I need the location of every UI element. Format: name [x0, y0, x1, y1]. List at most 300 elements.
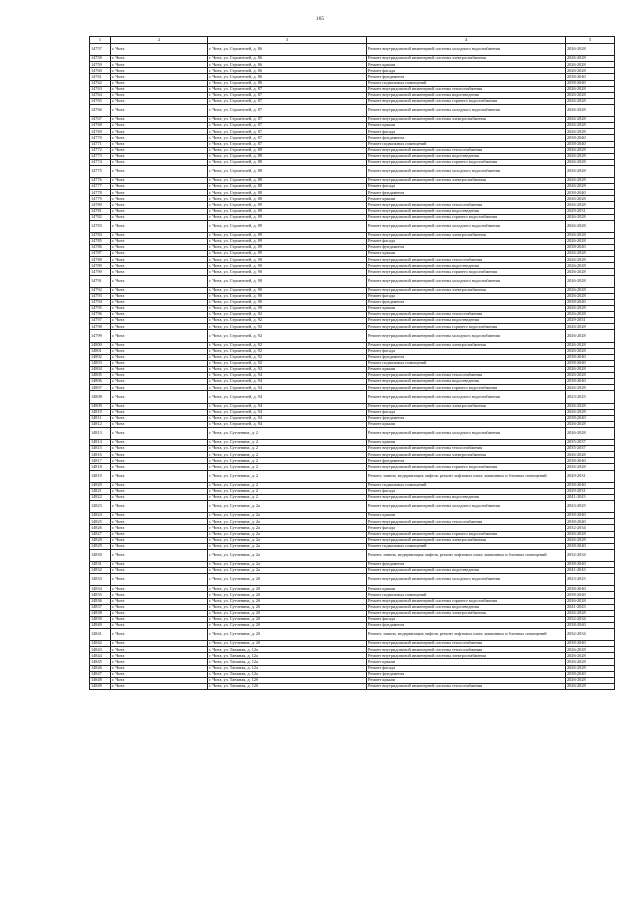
cell-address: г. Чита, ул. Строителей, д. 86 [208, 44, 367, 56]
cell-settlement: г. Чита [111, 385, 208, 391]
cell-settlement: г. Чита [111, 677, 208, 683]
cell-period: 2029-2031 [566, 470, 615, 482]
cell-work-type: Ремонт внутридомовой инженерной системы холодного водоснабжения [367, 501, 566, 513]
cell-work-type: Ремонт фасада [367, 239, 566, 245]
cell-row-number: 14817 [90, 458, 111, 464]
cell-address: г. Чита, ул. Строителей, д. 89 [208, 232, 367, 238]
cell-settlement: г. Чита [111, 488, 208, 494]
table-row [90, 391, 615, 403]
cell-settlement: г. Чита [111, 464, 208, 470]
cell-period: 2038-2040 [566, 360, 615, 366]
cell-settlement: г. Чита [111, 312, 208, 318]
cell-row-number: 14781 [90, 208, 111, 214]
cell-period: 2038-2040 [566, 80, 615, 86]
cell-address: г. Чита, ул. Сутченина, д. 2б [208, 604, 367, 610]
cell-row-number: 14841 [90, 629, 111, 641]
cell-work-type: Ремонт фундамента [367, 190, 566, 196]
cell-address: г. Чита, ул. Строителей, д. 89 [208, 208, 367, 214]
cell-row-number: 14848 [90, 677, 111, 683]
cell-address: г. Чита, ул. Строителей, д. 88 [208, 190, 367, 196]
cell-period: 2026-2028 [566, 153, 615, 159]
cell-settlement: г. Чита [111, 537, 208, 543]
cell-row-number: 14769 [90, 129, 111, 135]
cell-period: 2026-2028 [566, 653, 615, 659]
cell-settlement: г. Чита [111, 178, 208, 184]
cell-period: 2026-2028 [566, 665, 615, 671]
cell-address: г. Чита, ул. Строителей, д. 86 [208, 80, 367, 86]
cell-row-number: 14794 [90, 299, 111, 305]
cell-settlement: г. Чита [111, 196, 208, 202]
cell-address: г. Чита, ул. Сутченина, д. 2а [208, 549, 367, 561]
cell-settlement: г. Чита [111, 135, 208, 141]
cell-row-number: 14828 [90, 537, 111, 543]
cell-period: 2029-2031 [566, 208, 615, 214]
cell-address: г. Чита, ул. Строителей, д. 94 [208, 385, 367, 391]
cell-settlement: г. Чита [111, 458, 208, 464]
cell-settlement: г. Чита [111, 80, 208, 86]
cell-settlement: г. Чита [111, 604, 208, 610]
cell-period: 2026-2028 [566, 220, 615, 232]
cell-row-number: 14847 [90, 671, 111, 677]
cell-work-type: Ремонт внутридомовой инженерной системы теплоснабжения [367, 373, 566, 379]
cell-address: г. Чита, ул. Сутченина, д. 2 [208, 488, 367, 494]
cell-period: 2038-2040 [566, 379, 615, 385]
cell-work-type: Ремонт крыши [367, 659, 566, 665]
cell-settlement: г. Чита [111, 647, 208, 653]
cell-address: г. Чита, ул. Строителей, д. 89 [208, 245, 367, 251]
cell-settlement: г. Чита [111, 68, 208, 74]
cell-address: г. Чита, ул. Сутченина, д. 2а [208, 543, 367, 549]
cell-address: г. Чита, ул. Сутченина, д. 2 [208, 458, 367, 464]
cell-period: 2038-2040 [566, 190, 615, 196]
cell-row-number: 14830 [90, 549, 111, 561]
cell-settlement: г. Чита [111, 306, 208, 312]
cell-row-number: 14764 [90, 92, 111, 98]
cell-settlement: г. Чита [111, 653, 208, 659]
cell-settlement: г. Чита [111, 269, 208, 275]
capital-repair-table [89, 36, 615, 690]
cell-address: г. Чита, ул. Строителей, д. 88 [208, 165, 367, 177]
cell-work-type: Ремонт внутридомовой инженерной системы горячего водоснабжения [367, 598, 566, 604]
cell-period: 2026-2028 [566, 366, 615, 372]
cell-period: 2026-2028 [566, 159, 615, 165]
cell-row-number: 14773 [90, 153, 111, 159]
cell-settlement: г. Чита [111, 598, 208, 604]
cell-address: г. Чита, ул. Строителей, д. 94 [208, 379, 367, 385]
cell-period: 2038-2040 [566, 513, 615, 519]
cell-address: г. Чита, ул. Строителей, д. 86 [208, 56, 367, 62]
cell-settlement: г. Чита [111, 610, 208, 616]
cell-period: 2026-2028 [566, 62, 615, 68]
cell-row-number: 14827 [90, 531, 111, 537]
cell-address: г. Чита, ул. Строителей, д. 94 [208, 421, 367, 427]
cell-address: г. Чита, ул. Таежная, д. 12а [208, 671, 367, 677]
cell-settlement: г. Чита [111, 239, 208, 245]
cell-row-number: 14825 [90, 519, 111, 525]
cell-row-number: 14816 [90, 452, 111, 458]
cell-address: г. Чита, ул. Сутченина, д. 2а [208, 513, 367, 519]
cell-row-number: 14776 [90, 178, 111, 184]
cell-address: г. Чита, ул. Строителей, д. 88 [208, 147, 367, 153]
cell-period: 2026-2028 [566, 98, 615, 104]
cell-settlement: г. Чита [111, 470, 208, 482]
cell-period: 2032-2034 [566, 629, 615, 641]
cell-period: 2038-2040 [566, 561, 615, 567]
cell-settlement: г. Чита [111, 519, 208, 525]
cell-period: 2038-2040 [566, 415, 615, 421]
cell-row-number: 14779 [90, 196, 111, 202]
cell-work-type: Ремонт фасада [367, 184, 566, 190]
cell-work-type: Ремонт крыши [367, 421, 566, 427]
cell-row-number: 14793 [90, 293, 111, 299]
cell-address: г. Чита, ул. Сутченина, д. 2б [208, 641, 367, 647]
cell-address: г. Чита, ул. Строителей, д. 87 [208, 129, 367, 135]
cell-row-number: 14814 [90, 440, 111, 446]
cell-settlement: г. Чита [111, 659, 208, 665]
cell-row-number: 14837 [90, 604, 111, 610]
cell-period: 2026-2028 [566, 251, 615, 257]
cell-address: г. Чита, ул. Строителей, д. 89 [208, 220, 367, 232]
cell-period: 2026-2028 [566, 44, 615, 56]
cell-address: г. Чита, ул. Таежная, д. 12а [208, 653, 367, 659]
cell-row-number: 14804 [90, 366, 111, 372]
cell-address: г. Чита, ул. Сутченина, д. 2б [208, 586, 367, 592]
cell-work-type: Ремонт фасада [367, 665, 566, 671]
cell-address: г. Чита, ул. Сутченина, д. 2б [208, 610, 367, 616]
cell-work-type: Ремонт фундамента [367, 135, 566, 141]
cell-period: 2032-2034 [566, 525, 615, 531]
cell-period: 2026-2028 [566, 202, 615, 208]
cell-period: 2026-2028 [566, 92, 615, 98]
cell-period: 2032-2034 [566, 616, 615, 622]
cell-settlement: г. Чита [111, 153, 208, 159]
cell-work-type: Ремонт внутридомовой инженерной системы электроснабжения [367, 610, 566, 616]
cell-work-type: Ремонт фундамента [367, 354, 566, 360]
cell-address: г. Чита, ул. Строителей, д. 86 [208, 74, 367, 80]
cell-address: г. Чита, ул. Строителей, д. 89 [208, 214, 367, 220]
cell-row-number: 14767 [90, 117, 111, 123]
cell-row-number: 14833 [90, 574, 111, 586]
cell-period: 2023-2025 [566, 501, 615, 513]
cell-period: 2026-2028 [566, 269, 615, 275]
cell-period: 2026-2028 [566, 178, 615, 184]
cell-row-number: 14809 [90, 403, 111, 409]
cell-settlement: г. Чита [111, 56, 208, 62]
cell-settlement: г. Чита [111, 549, 208, 561]
cell-period: 2026-2028 [566, 165, 615, 177]
cell-period: 2026-2028 [566, 342, 615, 348]
cell-row-number: 14839 [90, 616, 111, 622]
cell-address: г. Чита, ул. Строителей, д. 94 [208, 391, 367, 403]
cell-row-number: 14845 [90, 659, 111, 665]
cell-row-number: 14784 [90, 232, 111, 238]
cell-address: г. Чита, ул. Строителей, д. 87 [208, 98, 367, 104]
cell-period: 2029-2031 [566, 488, 615, 494]
cell-period: 2038-2040 [566, 519, 615, 525]
cell-address: г. Чита, ул. Строителей, д. 87 [208, 117, 367, 123]
cell-address: г. Чита, ул. Строителей, д. 94 [208, 373, 367, 379]
cell-period: 2026-2028 [566, 348, 615, 354]
table-body [90, 44, 615, 690]
cell-row-number: 14802 [90, 354, 111, 360]
cell-address: г. Чита, ул. Строителей, д. 87 [208, 92, 367, 98]
cell-row-number: 14797 [90, 318, 111, 324]
cell-period: 2026-2028 [566, 312, 615, 318]
cell-work-type: Ремонт внутридомовой инженерной системы водоотведения [367, 494, 566, 500]
cell-period: 2026-2028 [566, 409, 615, 415]
cell-address: г. Чита, ул. Сутченина, д. 2б [208, 598, 367, 604]
cell-period: 2026-2028 [566, 659, 615, 665]
cell-work-type: Ремонт внутридомовой инженерной системы холодного водоснабжения [367, 427, 566, 439]
cell-work-type: Ремонт внутридомовой инженерной системы горячего водоснабжения [367, 324, 566, 330]
cell-period: 2038-2040 [566, 592, 615, 598]
cell-work-type: Ремонт внутридомовой инженерной системы электроснабжения [367, 342, 566, 348]
cell-row-number: 14780 [90, 202, 111, 208]
cell-work-type: Ремонт внутридомовой инженерной системы водоотведения [367, 379, 566, 385]
cell-settlement: г. Чита [111, 360, 208, 366]
cell-row-number: 14823 [90, 501, 111, 513]
cell-address: г. Чита, ул. Сутченина, д. 2 [208, 446, 367, 452]
cell-address: г. Чита, ул. Строителей, д. 86 [208, 62, 367, 68]
cell-work-type: Ремонт фасада [367, 348, 566, 354]
cell-row-number: 14791 [90, 275, 111, 287]
cell-work-type: Ремонт внутридомовой инженерной системы теплоснабжения [367, 519, 566, 525]
cell-settlement: г. Чита [111, 98, 208, 104]
cell-row-number: 14758 [90, 56, 111, 62]
cell-settlement: г. Чита [111, 403, 208, 409]
cell-address: г. Чита, ул. Строителей, д. 92 [208, 360, 367, 366]
cell-address: г. Чита, ул. Строителей, д. 88 [208, 178, 367, 184]
cell-settlement: г. Чита [111, 391, 208, 403]
cell-period: 2026-2028 [566, 598, 615, 604]
cell-settlement: г. Чита [111, 366, 208, 372]
cell-settlement: г. Чита [111, 379, 208, 385]
cell-address: г. Чита, ул. Сутченина, д. 2а [208, 531, 367, 537]
cell-row-number: 14790 [90, 269, 111, 275]
cell-row-number: 14770 [90, 135, 111, 141]
cell-settlement: г. Чита [111, 165, 208, 177]
cell-settlement: г. Чита [111, 232, 208, 238]
cell-work-type: Ремонт подвальных помещений [367, 141, 566, 147]
cell-row-number: 14849 [90, 683, 111, 689]
cell-row-number: 14759 [90, 62, 111, 68]
cell-period: 2026-2028 [566, 531, 615, 537]
cell-settlement: г. Чита [111, 293, 208, 299]
cell-settlement: г. Чита [111, 263, 208, 269]
cell-settlement: г. Чита [111, 324, 208, 330]
cell-period: 2026-2028 [566, 104, 615, 116]
cell-work-type: Ремонт фундамента [367, 74, 566, 80]
cell-work-type: Ремонт внутридомовой инженерной системы теплоснабжения [367, 147, 566, 153]
cell-address: г. Чита, ул. Строителей, д. 90 [208, 306, 367, 312]
cell-work-type: Ремонт фундамента [367, 245, 566, 251]
cell-settlement: г. Чита [111, 452, 208, 458]
cell-work-type: Ремонт внутридомовой инженерной системы электроснабжения [367, 452, 566, 458]
table-row [90, 165, 615, 177]
cell-row-number: 14820 [90, 482, 111, 488]
cell-settlement: г. Чита [111, 104, 208, 116]
cell-address: г. Чита, ул. Сутченина, д. 2а [208, 568, 367, 574]
cell-row-number: 14765 [90, 98, 111, 104]
cell-settlement: г. Чита [111, 251, 208, 257]
cell-row-number: 14787 [90, 251, 111, 257]
cell-work-type: Ремонт внутридомовой инженерной системы горячего водоснабжения [367, 464, 566, 470]
table-row [90, 427, 615, 439]
cell-settlement: г. Чита [111, 641, 208, 647]
cell-settlement: г. Чита [111, 586, 208, 592]
cell-address: г. Чита, ул. Таежная, д. 12а [208, 659, 367, 665]
cell-period: 2038-2040 [566, 671, 615, 677]
cell-work-type: Ремонт крыши [367, 62, 566, 68]
cell-address: г. Чита, ул. Строителей, д. 87 [208, 86, 367, 92]
table-row [90, 574, 615, 586]
cell-work-type: Ремонт внутридомовой инженерной системы теплоснабжения [367, 86, 566, 92]
table-row [90, 44, 615, 56]
cell-settlement: г. Чита [111, 147, 208, 153]
cell-work-type: Ремонт внутридомовой инженерной системы холодного водоснабжения [367, 44, 566, 56]
cell-address: г. Чита, ул. Строителей, д. 92 [208, 318, 367, 324]
cell-row-number: 14803 [90, 360, 111, 366]
cell-address: г. Чита, ул. Строителей, д. 90 [208, 287, 367, 293]
cell-row-number: 14777 [90, 184, 111, 190]
cell-row-number: 14829 [90, 543, 111, 549]
cell-period: 2026-2028 [566, 677, 615, 683]
cell-work-type: Ремонт внутридомовой инженерной системы теплоснабжения [367, 446, 566, 452]
cell-work-type: Ремонт внутридомовой инженерной системы водоотведения [367, 208, 566, 214]
cell-work-type: Ремонт подвальных помещений [367, 80, 566, 86]
cell-period: 2026-2028 [566, 464, 615, 470]
cell-settlement: г. Чита [111, 190, 208, 196]
cell-address: г. Чита, ул. Таежная, д. 12б [208, 683, 367, 689]
cell-settlement: г. Чита [111, 592, 208, 598]
cell-settlement: г. Чита [111, 574, 208, 586]
cell-row-number: 14811 [90, 415, 111, 421]
cell-settlement: г. Чита [111, 245, 208, 251]
cell-settlement: г. Чита [111, 525, 208, 531]
cell-row-number: 14819 [90, 470, 111, 482]
cell-work-type: Ремонт крыши [367, 251, 566, 257]
cell-settlement: г. Чита [111, 287, 208, 293]
cell-row-number: 14783 [90, 220, 111, 232]
column-header: 1 [90, 37, 111, 44]
cell-settlement: г. Чита [111, 373, 208, 379]
cell-address: г. Чита, ул. Сутченина, д. 2б [208, 629, 367, 641]
cell-work-type: Ремонт внутридомовой инженерной системы горячего водоснабжения [367, 531, 566, 537]
cell-period: 2026-2028 [566, 257, 615, 263]
cell-row-number: 14786 [90, 245, 111, 251]
cell-settlement: г. Чита [111, 275, 208, 287]
cell-settlement: г. Чита [111, 74, 208, 80]
cell-work-type: Ремонт фундамента [367, 299, 566, 305]
cell-work-type: Ремонт фасада [367, 616, 566, 622]
cell-settlement: г. Чита [111, 683, 208, 689]
cell-work-type: Ремонт внутридомовой инженерной системы горячего водоснабжения [367, 159, 566, 165]
cell-settlement: г. Чита [111, 421, 208, 427]
cell-row-number: 14805 [90, 373, 111, 379]
cell-work-type: Ремонт внутридомовой инженерной системы водоотведения [367, 604, 566, 610]
cell-period: 2026-2028 [566, 214, 615, 220]
table-row [90, 549, 615, 561]
cell-work-type: Ремонт внутридомовой инженерной системы холодного водоснабжения [367, 104, 566, 116]
cell-row-number: 14774 [90, 159, 111, 165]
table-row [90, 275, 615, 287]
cell-settlement: г. Чита [111, 561, 208, 567]
cell-work-type: Ремонт фасада [367, 525, 566, 531]
cell-address: г. Чита, ул. Сутченина, д. 2 [208, 427, 367, 439]
cell-work-type: Ремонт крыши [367, 306, 566, 312]
cell-work-type: Ремонт внутридомовой инженерной системы электроснабжения [367, 117, 566, 123]
cell-row-number: 14835 [90, 592, 111, 598]
cell-work-type: Ремонт фундамента [367, 671, 566, 677]
cell-work-type: Ремонт внутридомовой инженерной системы теплоснабжения [367, 257, 566, 263]
cell-work-type: Ремонт подвальных помещений [367, 543, 566, 549]
cell-settlement: г. Чита [111, 531, 208, 537]
cell-work-type: Ремонт внутридомовой инженерной системы электроснабжения [367, 653, 566, 659]
cell-address: г. Чита, ул. Сутченина, д. 2 [208, 494, 367, 500]
cell-work-type: Ремонт внутридомовой инженерной системы теплоснабжения [367, 312, 566, 318]
cell-period: 2038-2040 [566, 586, 615, 592]
cell-row-number: 14768 [90, 123, 111, 129]
cell-address: г. Чита, ул. Таежная, д. 12а [208, 665, 367, 671]
cell-row-number: 14796 [90, 312, 111, 318]
cell-address: г. Чита, ул. Строителей, д. 87 [208, 123, 367, 129]
cell-row-number: 14761 [90, 74, 111, 80]
cell-settlement: г. Чита [111, 117, 208, 123]
cell-address: г. Чита, ул. Строителей, д. 90 [208, 269, 367, 275]
cell-settlement: г. Чита [111, 318, 208, 324]
cell-work-type: Ремонт внутридомовой инженерной системы электроснабжения [367, 287, 566, 293]
cell-row-number: 14838 [90, 610, 111, 616]
cell-work-type: Ремонт подвальных помещений [367, 360, 566, 366]
cell-address: г. Чита, ул. Строителей, д. 92 [208, 312, 367, 318]
cell-address: г. Чита, ул. Строителей, д. 87 [208, 135, 367, 141]
cell-settlement: г. Чита [111, 440, 208, 446]
cell-settlement: г. Чита [111, 214, 208, 220]
cell-work-type: Ремонт внутридомовой инженерной системы холодного водоснабжения [367, 330, 566, 342]
cell-row-number: 14807 [90, 385, 111, 391]
cell-row-number: 14766 [90, 104, 111, 116]
cell-address: г. Чита, ул. Таежная, д. 12б [208, 677, 367, 683]
cell-settlement: г. Чита [111, 671, 208, 677]
cell-row-number: 14826 [90, 525, 111, 531]
cell-row-number: 14844 [90, 653, 111, 659]
cell-period: 2038-2040 [566, 543, 615, 549]
cell-work-type: Ремонт внутридомовой инженерной системы горячего водоснабжения [367, 269, 566, 275]
cell-work-type: Ремонт внутридомовой инженерной системы электроснабжения [367, 178, 566, 184]
cell-work-type: Ремонт фундамента [367, 561, 566, 567]
cell-period: 2026-2028 [566, 86, 615, 92]
cell-address: г. Чита, ул. Строителей, д. 92 [208, 330, 367, 342]
cell-address: г. Чита, ул. Сутченина, д. 2б [208, 616, 367, 622]
cell-work-type: Ремонт фасада [367, 409, 566, 415]
cell-period: 2026-2028 [566, 330, 615, 342]
cell-settlement: г. Чита [111, 86, 208, 92]
cell-row-number: 14772 [90, 147, 111, 153]
cell-period: 2026-2028 [566, 239, 615, 245]
cell-period: 2026-2028 [566, 129, 615, 135]
cell-row-number: 14806 [90, 379, 111, 385]
cell-work-type: Ремонт внутридомовой инженерной системы электроснабжения [367, 232, 566, 238]
cell-address: г. Чита, ул. Строителей, д. 86 [208, 68, 367, 74]
table-row [90, 330, 615, 342]
cell-period: 2038-2040 [566, 74, 615, 80]
cell-row-number: 14842 [90, 641, 111, 647]
cell-address: г. Чита, ул. Сутченина, д. 2 [208, 464, 367, 470]
cell-period: 2026-2028 [566, 196, 615, 202]
cell-settlement: г. Чита [111, 92, 208, 98]
cell-row-number: 14760 [90, 68, 111, 74]
cell-period: 2026-2028 [566, 293, 615, 299]
